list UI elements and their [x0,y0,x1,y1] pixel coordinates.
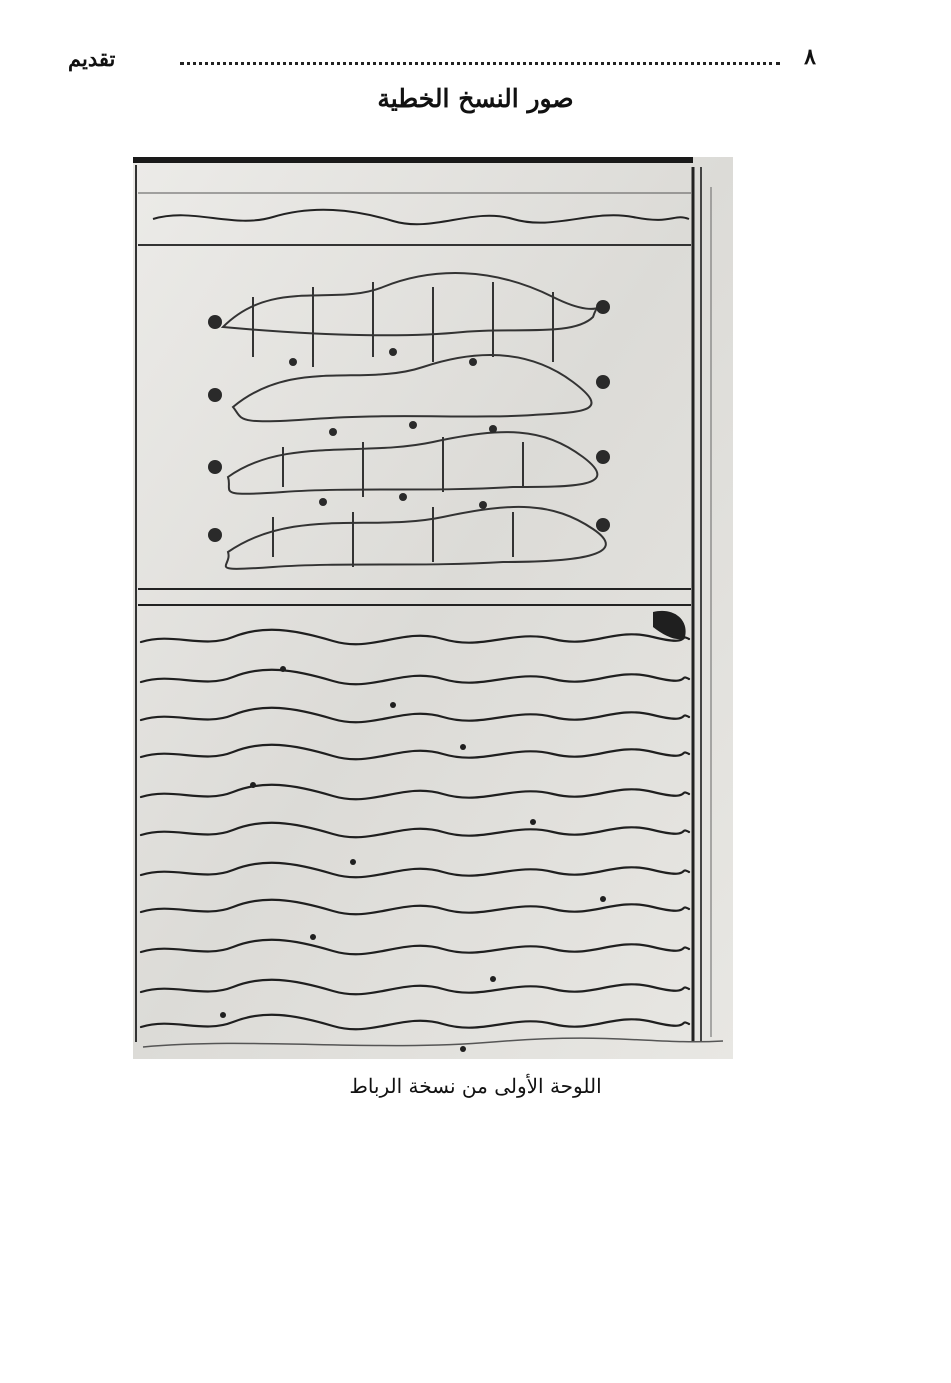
leader-dots [180,62,780,65]
running-header [68,44,816,74]
page-number: ٨ [804,44,816,70]
section-name: تقديم [68,46,116,71]
manuscript-plate-image [133,157,733,1059]
plate-caption: اللوحة الأولى من نسخة الرباط [349,1074,602,1098]
page-title: صور النسخ الخطية [377,84,574,113]
